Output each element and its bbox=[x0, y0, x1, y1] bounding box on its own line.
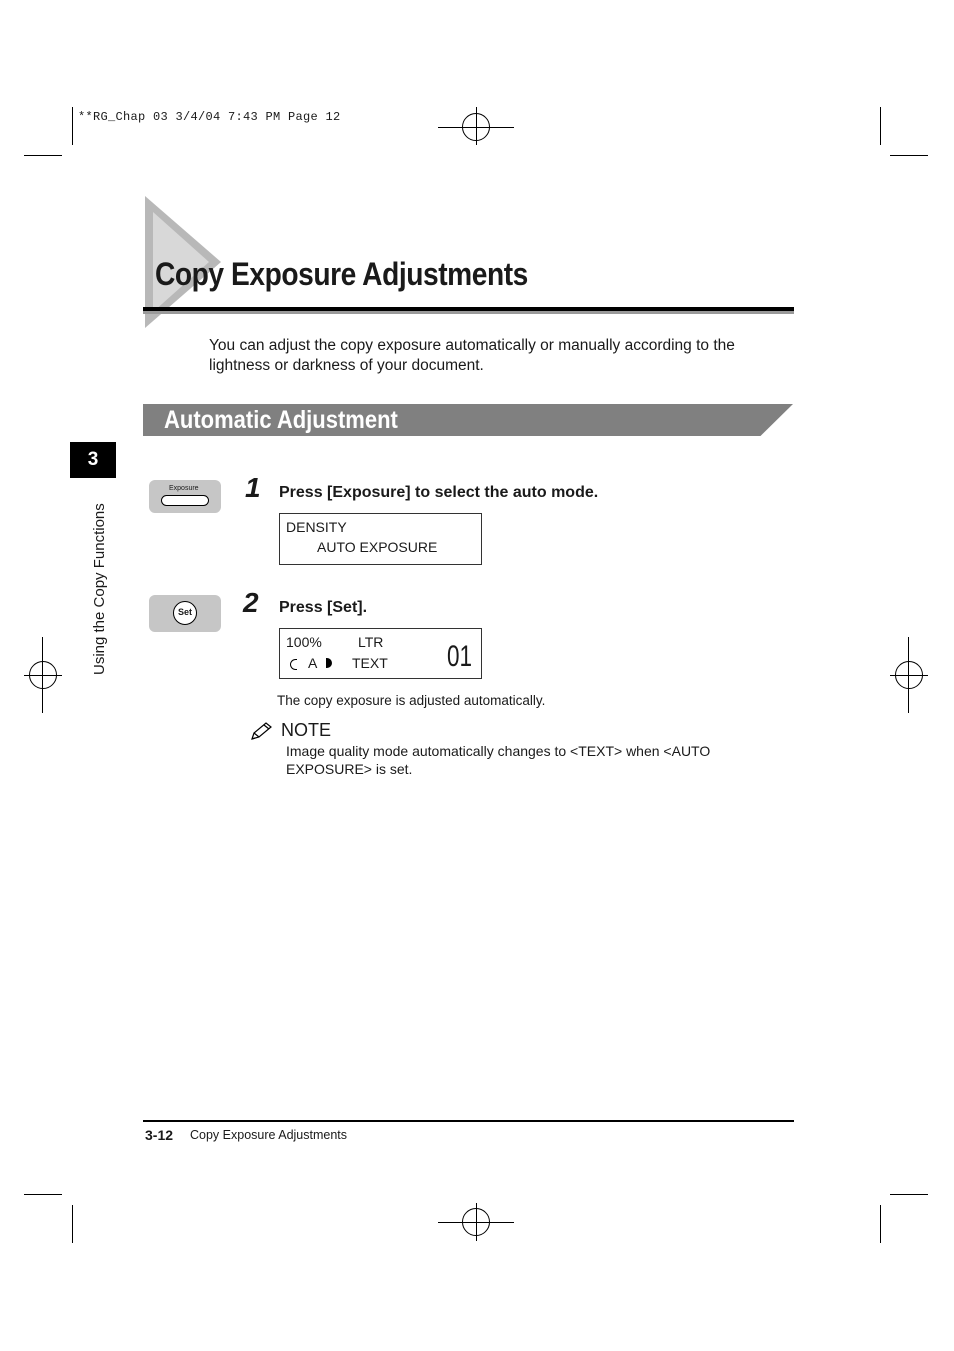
crop-mark bbox=[24, 155, 62, 156]
footer-title: Copy Exposure Adjustments bbox=[190, 1128, 348, 1142]
set-button-illustration bbox=[149, 595, 221, 632]
lcd-display bbox=[279, 628, 482, 679]
lcd-line: AUTO EXPOSURE bbox=[317, 539, 438, 555]
dark-density-icon bbox=[326, 658, 332, 668]
lcd-mode: TEXT bbox=[352, 655, 388, 671]
crop-mark bbox=[880, 1205, 881, 1243]
crop-mark bbox=[880, 107, 881, 145]
section-title: Automatic Adjustment bbox=[164, 406, 398, 434]
exposure-key-icon bbox=[161, 495, 209, 506]
exposure-button-label: Exposure bbox=[169, 485, 199, 492]
light-density-icon bbox=[290, 659, 297, 670]
chapter-side-label: Using the Copy Functions bbox=[91, 503, 108, 675]
registration-mark bbox=[462, 1208, 490, 1236]
exposure-button-illustration bbox=[149, 480, 221, 513]
footer-rule bbox=[143, 1120, 794, 1122]
footer-page-number: 3-12 bbox=[145, 1127, 174, 1143]
lcd-zoom: 100% bbox=[286, 634, 322, 650]
step-number: 2 bbox=[243, 587, 259, 618]
step-instruction: Press [Set]. bbox=[279, 599, 368, 616]
note-label: NOTE bbox=[281, 720, 332, 740]
crop-mark bbox=[72, 1205, 73, 1243]
chapter-tab: 3 bbox=[70, 442, 116, 478]
registration-mark bbox=[462, 113, 490, 141]
pencil-icon bbox=[250, 721, 274, 741]
crop-mark bbox=[890, 155, 928, 156]
crop-mark bbox=[24, 1194, 62, 1195]
title-rule-shadow bbox=[143, 311, 794, 314]
set-key-icon: Set bbox=[173, 601, 197, 625]
lcd-density-mark: A bbox=[308, 655, 318, 671]
intro-paragraph: You can adjust the copy exposure automatically or manually according to the lightness or darkness of your document. bbox=[209, 337, 735, 374]
registration-mark bbox=[895, 661, 923, 689]
page-title: Copy Exposure Adjustments bbox=[155, 256, 528, 292]
crop-mark bbox=[890, 1194, 928, 1195]
registration-mark bbox=[29, 661, 57, 689]
crop-mark bbox=[72, 107, 73, 145]
note-text: Image quality mode automatically changes to <TEXT> when <AUTO EXPOSURE> is set. bbox=[286, 743, 711, 777]
lcd-display bbox=[279, 513, 482, 565]
lcd-line: DENSITY bbox=[286, 519, 347, 535]
step-result: The copy exposure is adjusted automatically. bbox=[277, 693, 546, 708]
print-slug: **RG_Chap 03 3/4/04 7:43 PM Page 12 bbox=[78, 110, 341, 124]
lcd-paper-size: LTR bbox=[358, 634, 384, 650]
step-number: 1 bbox=[245, 472, 261, 503]
lcd-copy-count: 01 bbox=[447, 640, 473, 673]
step-instruction: Press [Exposure] to select the auto mode. bbox=[279, 484, 599, 501]
